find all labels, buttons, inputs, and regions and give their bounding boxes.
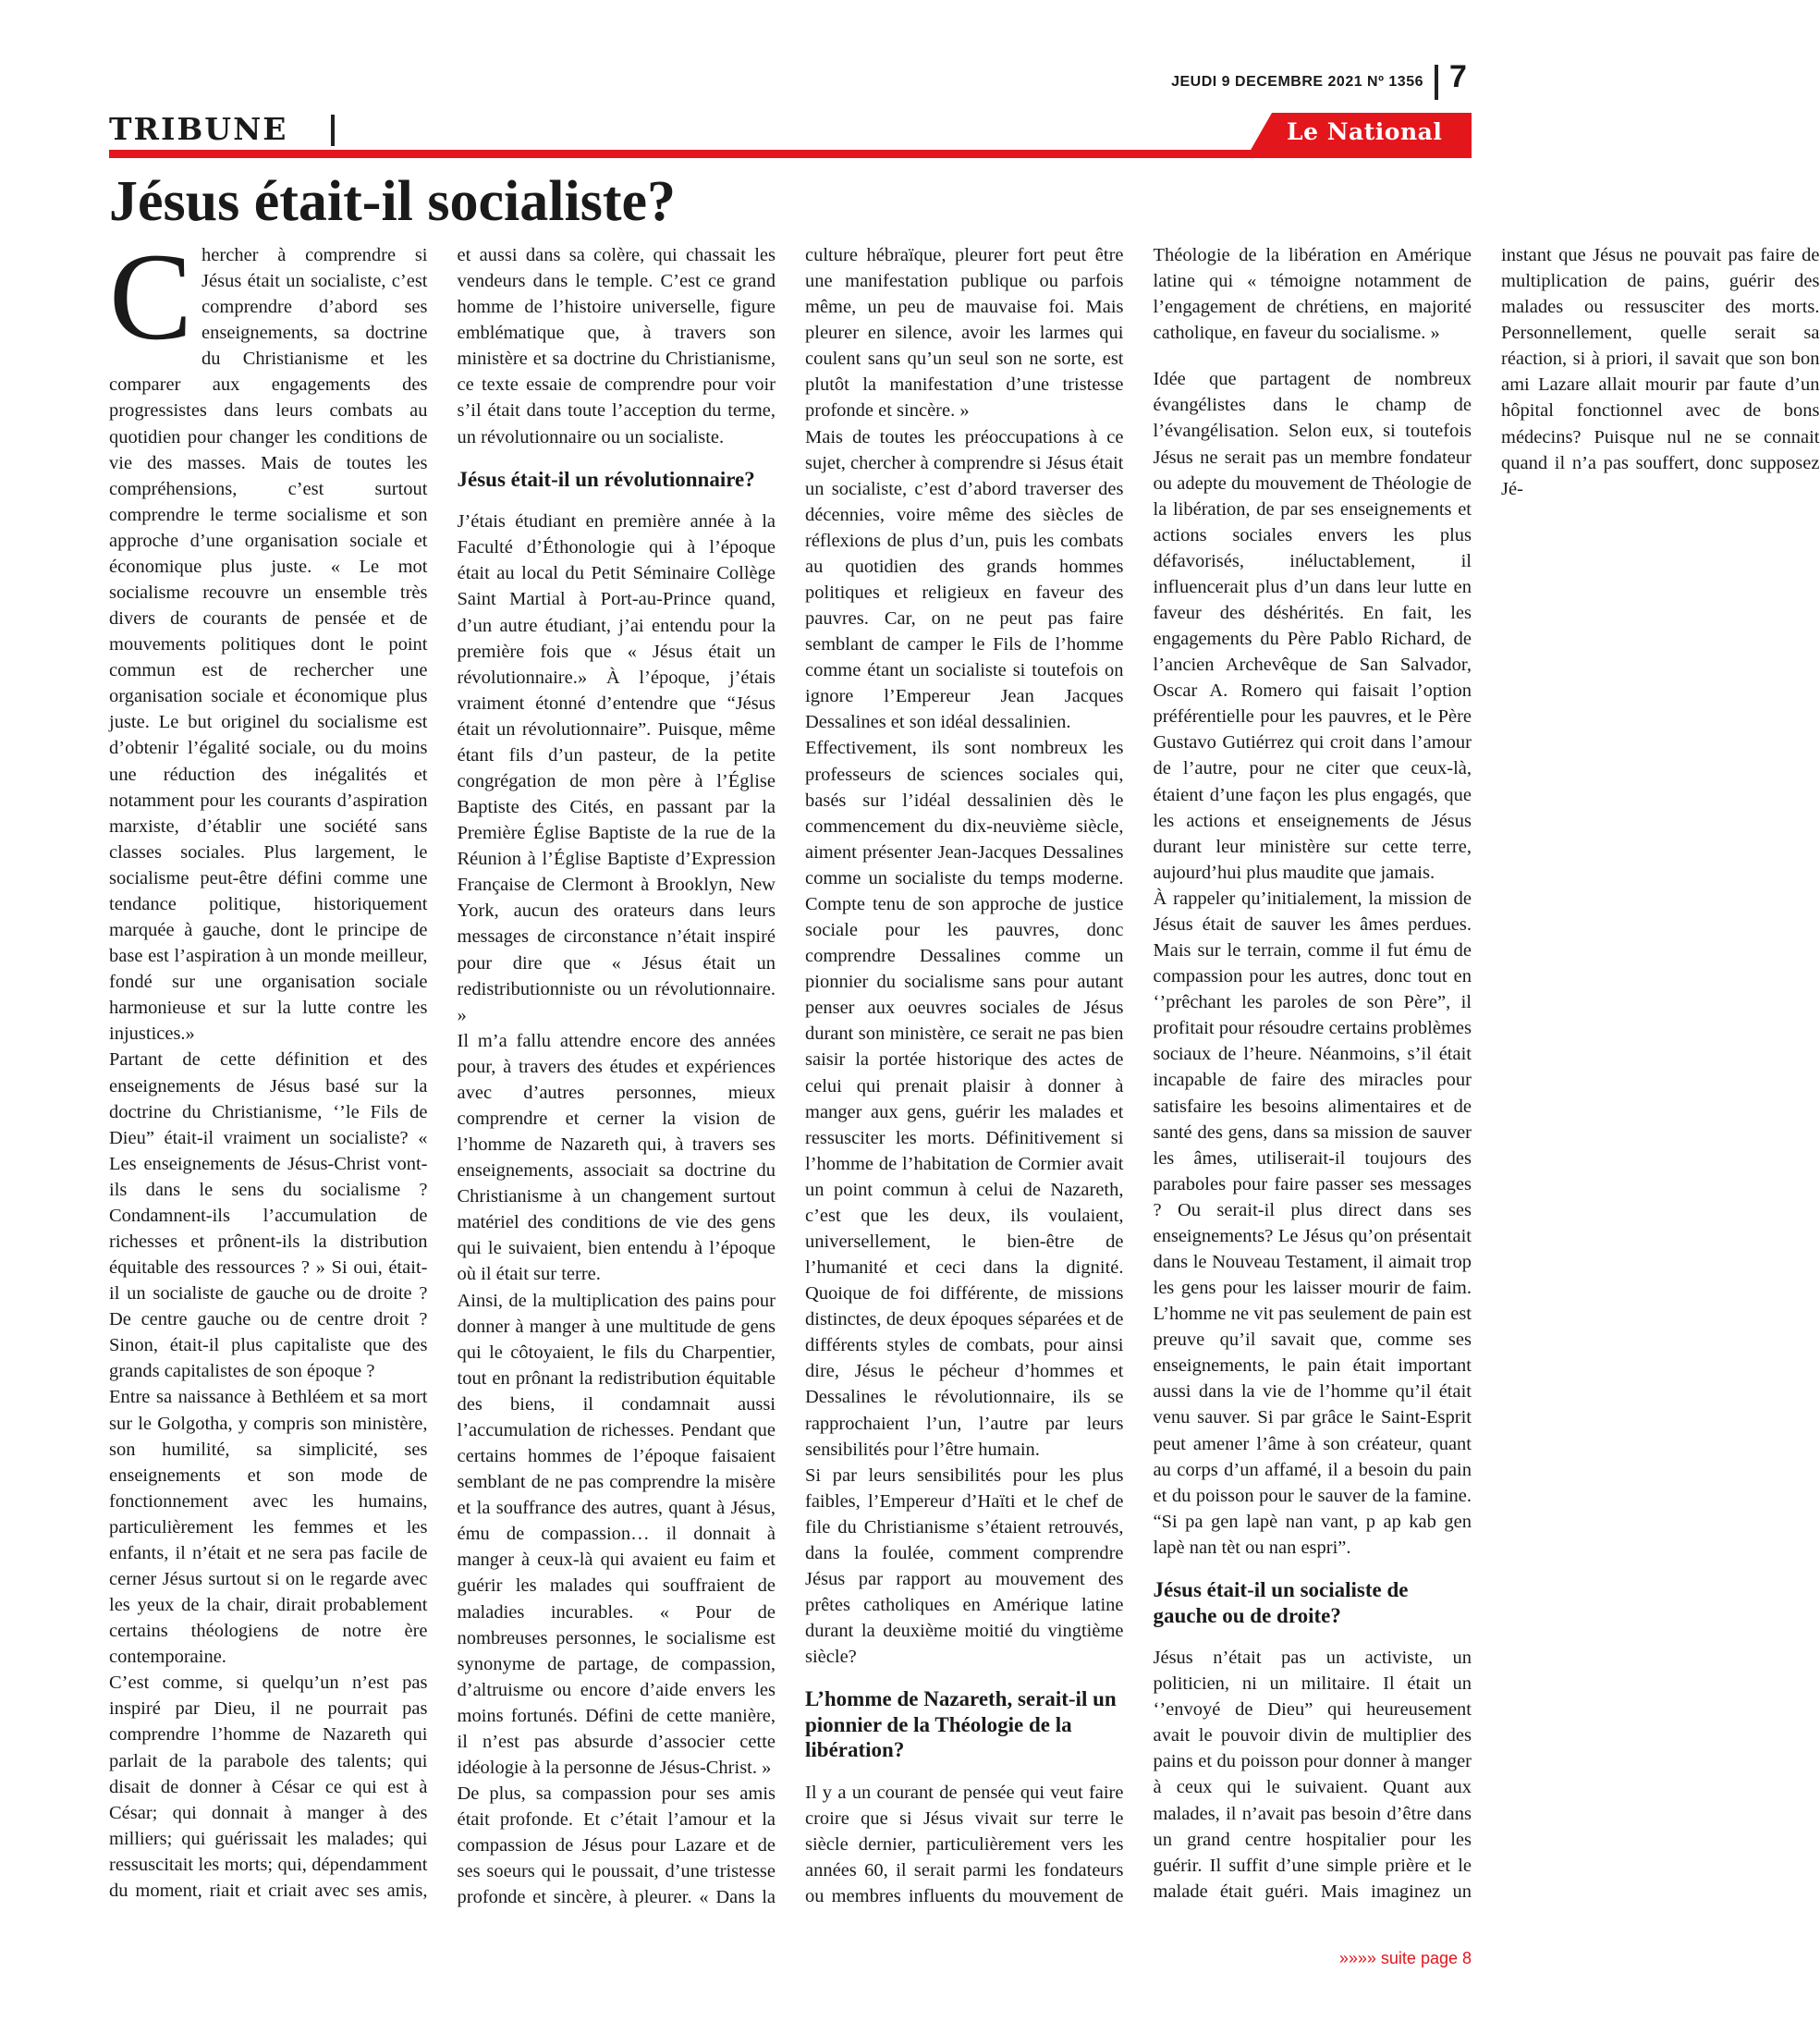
continued-link[interactable]: »»»» suite page 8 xyxy=(1338,1949,1472,1967)
subheading-theologie: L’homme de Nazareth, serait-il un pionnier de la Théologie de la libération? xyxy=(805,1687,1117,1762)
subheading-gauche-droite: Jésus était-il un socialiste de gauche ou de droite? xyxy=(1153,1577,1409,1627)
paragraph: J’étais étudiant en première année à la Faculté d’Éthonologie qui à l’époque était au local du Petit Séminaire Collège Saint Martial à Port-au-Prince quand, d’un autre étudiant, j’ai entendu pour la première fois que « Jésus était un révolutionnaire.» À l’époque, j’étais vraiment étonné d’entendre que “Jésus était un révolutionnaire”. Puisque, même étant fils d’un pasteur, de la petite congrégation de mon père à l’Église Baptiste des Cités, en passant par la Première Église Baptiste de la rue de la Réunion à l’Église Baptiste d’Expression Française de Clermont à Brooklyn, New York, aucun des orateurs dans leurs messages de circonstance n’était inspiré pour dire que « Jésus était un redistributionniste ou un révolutionnaire. » xyxy=(457,511,776,1025)
paragraph-text: hercher à comprendre si Jésus était un socialiste, c’est comprendre d’abord ses enseignements, sa doctrine du Christianisme et les comparer aux engagements des progressistes dans leurs combats au quotidien pour changer les conditions de vie des masses. Mais de toutes les compréhensions, c’est surtout comprendre le terme socialisme et son approche d’une organisation sociale et économique plus juste. « Le mot socialisme recouvre un ensemble très divers de courants de pensée et de mouvements politiques dont le point commun est de rechercher une organisation sociale et économique plus juste. Le but originel du socialisme est d’obtenir l’égalité sociale, ou du moins une réduction des inégalités et notamment pour les courants d’aspiration marxiste, d’établir une société sans classes sociales. Plus largement, le socialisme peut-être défini comme une tendance politique, historiquement marquée à gauche, dont le principe de base est l’aspiration à un monde meilleur, fondé sur une organisation sociale harmonieuse et sur la lutte contre les injustices.» xyxy=(109,245,428,1045)
paragraph: De plus, sa compassion pour ses amis était profonde. Et c’était l’amour et la compassion de Jésus pour Lazare et de ses soeurs qui le poussait, d’une tristesse profonde et sincère, à pleurer. « Dans la culture hébraïque, pleurer fort peut être une manifestation publique ou parfois même, un peu de mauvaise foi. Mais pleurer en silence, avoir les larmes qui coulent sans qu’un seul son ne sorte, est plutôt la manifestation d’une tristesse profonde et sincère. » xyxy=(457,245,1124,1908)
paragraph: Ainsi, de la multiplication des pains pour donner à manger à une multitude de gens qui le côtoyaient, le fils du Charpentier, tout en prônant la redistribution équitable des biens, il condamnait aussi l’accumulation de richesses. Pendant que certains hommes de l’époque faisaient semblant de ne pas comprendre la misère et la souffrance des autres, quant à Jésus, ému de compassion… il donnait à manger à ceux-là qui avaient eu faim et guérir les malades qui souffraient de maladies incurables. « Pour de nombreuses personnes, le socialisme est synonyme de partage, de compassion, d’altruisme ou encore d’aide envers les moins fortunés. Défini de cette manière, il n’est pas absurde d’associer cette idéologie à la personne de Jésus-Christ. » xyxy=(457,1290,776,1778)
paragraph: Jésus n’était pas un activiste, un politicien, ni un militaire. Il était un ‘’envoyé de Dieu” qui heureusement avait le pouvoir divin de multiplier des pains et du poisson pour donner à manger à ceux qui le suivaient. Quant aux malades, il n’avait pas besoin d’être dans un grand centre hospitalier pour les guérir. Il suffit d’une simple prière et le malade était guéri. Mais imaginez un instant que Jésus ne pouvait pas faire de multiplication de pains, guérir des malades ou ressusciter des morts. Personnellement, quelle serait sa réaction, si à priori, il savait que son bon ami Lazare allait mourir par faute d’un hôpital fonctionnel avec de bons médecins? Puisque nul ne se connait quand il n’a pas souffert, donc supposez Jé- xyxy=(1153,245,1820,1902)
subheading-revolutionnaire: Jésus était-il un révolutionnaire? xyxy=(457,467,755,491)
section-label: TRIBUNE xyxy=(109,111,288,147)
article-title: Jésus était-il socialiste? xyxy=(109,170,677,233)
paragraph: Partant de cette définition et des enseignements de Jésus basé sur la doctrine du Christianisme, ‘’le Fils de Dieu” était-il vraiment un socialiste? « Les enseignements de Jésus-Christ vont-ils dans le sens du socialisme ? Condamnent-ils l’accumulation de richesses et prônent-ils la distribution équitable des ressources ? » Si oui, était-il un socialiste de gauche ou de droite ? De centre gauche ou de centre droit ? Sinon, était-il plus capitaliste que des grands capitalistes de son époque ? xyxy=(109,1049,428,1382)
paragraph: Si par leurs sensibilités pour les plus faibles, l’Empereur d’Haïti et le chef de file du Christianisme s’étaient retrouvés, dans la foulée, comment comprendre Jésus par rapport au mouvement des prêtes catholiques en Amérique latine durant la deuxième moitié du vingtième siècle? xyxy=(805,1464,1124,1668)
paragraph: C’est comme, si quelqu’un n’est pas inspiré par Dieu, il ne pourrait pas comprendre l’homme de Nazareth qui parlait de la parabole des talents; qui disait de donner à César ce qui est à César; qui donnait à manger à des milliers; qui guérissait les malades; qui ressuscitait les morts; qui, dépendamment du moment, riait et criait avec ses amis, et aussi dans sa colère, qui chassait les vendeurs dans le temple. C’est ce grand homme de l’histoire universelle, figure emblématique que, à travers son ministère et sa doctrine du Christianisme, ce texte essaie de comprendre pour voir s’il était dans toute l’acception du terme, un révolutionnaire ou un socialiste. xyxy=(109,245,776,1901)
paragraph: Idée que partagent de nombreux évangélistes dans le champ de l’évangélisation. Selon eux, si toutefois Jésus ne serait pas un membre fondateur ou adepte du mouvement de Théologie de la libération, de par ses enseignements et actions sociales envers les plus défavorisés, inéluctablement, il influencerait plus d’un dans leur lutte en faveur des déshérités. En fait, les engagements du Père Pablo Richard, de l’ancien Archevêque de San Salvador, Oscar A. Romero qui faisait l’option préférentielle pour les pauvres, et le Père Gustavo Gutiérrez qui croit dans l’amour de l’autre, pour ne citer que ceux-là, étaient d’une façon les plus engagés, que les actions et enseignements de Jésus durant leur ministère sur cette terre, aujourd’hui plus maudite que jamais. xyxy=(1153,369,1472,883)
page-number-divider xyxy=(1435,65,1438,100)
paragraph: Mais de toutes les préoccupations à ce sujet, chercher à comprendre si Jésus était un socialiste, c’est d’abord traverser des décennies, voire même des siècles de réflexions de plus d’un, puis les combats au quotidien des grands hommes politiques et religieux en faveur des pauvres. Car, on ne peut pas faire semblant de camper le Fils de l’homme comme étant un socialiste si toutefois on ignore l’Empereur Jean Jacques Dessalines et son idéal dessalinien. xyxy=(805,426,1124,733)
paragraph: À rappeler qu’initialement, la mission de Jésus était de sauver les âmes perdues. Mais sur le terrain, comme il fut ému de compassion pour les autres, donc tout en ‘’prêchant les paroles de son Père”, il profitait pour résoudre certains problèmes sociaux de l’heure. Néanmoins, s’il était incapable de faire des miracles pour satisfaire les besoins alimentaires et de santé des gens, dans sa mission de sauver les âmes, utiliserait-il toujours des paraboles pour faire passer ses messages ? Ou serait-il plus direct dans ses enseignements? Le Jésus qu’on présentait dans le Nouveau Testament, il aimait trop les gens pour les laisser mourir de faim. L’homme ne vit pas seulement de pain est preuve qu’il savait que, comme ses enseignements, le pain était important aussi dans la vie de l’homme qu’il était venu sauver. Si par grâce le Saint-Esprit peut amener l’âme à son créateur, quant au corps d’un affamé, il a besoin du pain et du poisson pour le sauver de la famine. “Si pa gen lapè nan vant, p ap kab gen lapè nan tèt ou nan espri”. xyxy=(1153,888,1472,1558)
page-number: 7 xyxy=(1449,59,1467,94)
newspaper-brand: Le National xyxy=(1287,118,1443,145)
article-body xyxy=(109,228,1820,1925)
paragraph: Il y a un courant de pensée qui veut faire croire que si Jésus vivait sur terre le siècle dernier, particulièrement vers les années 60, il serait parmi les fondateurs ou membres influents du mouvement de Théologie de la libération en Amérique latine qui « témoigne notamment de l’engagement de chrétiens, en majorité catholique, en faveur du socialisme. » xyxy=(805,245,1472,1907)
paragraph: Il m’a fallu attendre encore des années pour, à travers des études et expériences avec d’autres personnes, mieux comprendre et cerner la vision de l’homme de Nazareth qui, à travers ses enseignements, associait sa doctrine du Christianisme à un changement surtout matériel des conditions de vie des gens qui le suivaient, bien entendu à l’époque où il était sur terre. xyxy=(457,1030,776,1285)
paragraph: Entre sa naissance à Bethléem et sa mort sur le Golgotha, y compris son ministère, son humilité, sa simplicité, ses enseignements et son mode de fonctionnement avec les humains, particulièrement les femmes et les enfants, il n’était et ne sera pas facile de cerner Jésus surtout si on le regarde avec les yeux de la chair, dirait probablement certains théologiens de notre ère contemporaine. xyxy=(109,1387,428,1668)
dateline: JEUDI 9 DECEMBRE 2021 Nº 1356 xyxy=(1171,74,1423,90)
paragraph-intro xyxy=(109,228,428,1047)
header-rule xyxy=(109,150,1472,158)
drop-cap: C xyxy=(109,228,193,366)
section-divider xyxy=(331,115,335,146)
paragraph: Effectivement, ils sont nombreux les professeurs de sciences sociales qui, basés sur l’idéal dessalinien dès le commencement du dix-neuvième siècle, aiment présenter Jean-Jacques Dessalines comme un socialiste du temps moderne. Compte tenu de son approche de justice sociale pour les pauvres, donc comprendre Dessalines comme un pionnier du socialisme sans pour autant penser aux oeuvres sociales de Jésus durant son ministère, ce serait ne pas bien saisir la portée historique des actes de celui qui prenait plaisir à donner à manger aux gens, guérir les malades et ressusciter les morts. Définitivement si l’homme de l’habitation de Cormier avait un point commun à celui de Nazareth, c’est que les deux, ils voulaient, universellement, le bien-être de l’humanité et ceci dans la dignité. Quoique de foi différente, de missions distinctes, de deux époques séparées et de différents styles de combats, pour ainsi dire, Jésus le pécheur d’hommes et Dessalines le révolutionnaire, ils se rapprochaient l’un, l’autre par leurs sensibilités pour l’être humain. xyxy=(805,738,1124,1460)
